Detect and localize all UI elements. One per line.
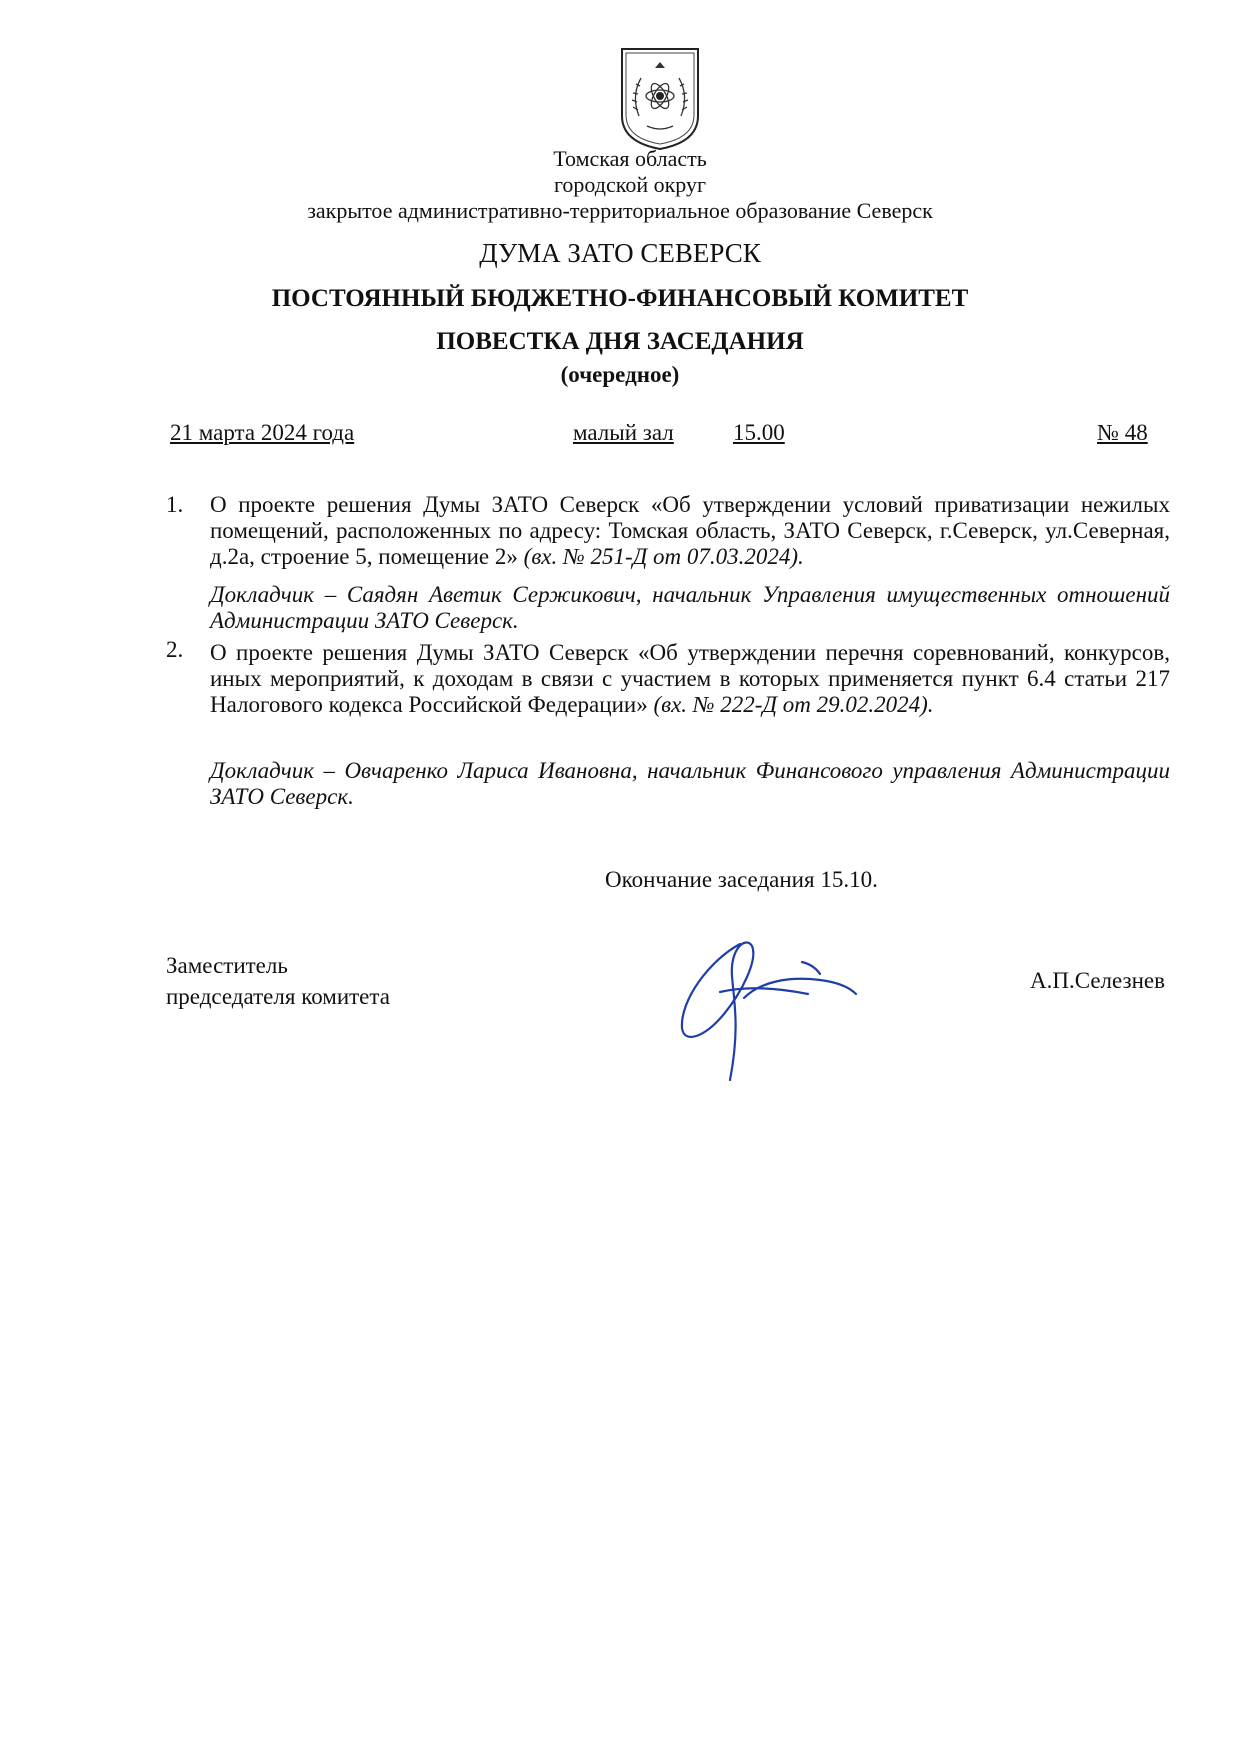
entity-line: закрытое административно-территориальное образование Северск bbox=[307, 198, 933, 223]
district-line: городской округ bbox=[553, 172, 707, 197]
agenda-item-reference: (вх. № 251-Д от 07.03.2024). bbox=[523, 544, 804, 569]
signatory-title bbox=[166, 950, 390, 1012]
closing-note: Окончание заседания 15.10. bbox=[605, 867, 878, 892]
signatory-title-line: Заместитель bbox=[166, 953, 288, 978]
handwritten-signature bbox=[670, 920, 870, 1090]
signature-stroke bbox=[682, 943, 753, 1080]
meeting-date: 21 марта 2024 года bbox=[170, 420, 355, 445]
agenda-item-text bbox=[210, 492, 1170, 570]
agenda-item-reference: (вх. № 222-Д от 29.02.2024). bbox=[653, 692, 934, 717]
agenda-number: № 48 bbox=[1097, 420, 1148, 445]
issuer-header bbox=[0, 146, 1240, 224]
agenda-item-speaker: Докладчик – Саядян Аветик Сержикович, начальник Управления имущественных отношений Администрации ЗАТО Северск. bbox=[210, 582, 1170, 633]
agenda-item-text bbox=[210, 640, 1170, 718]
agenda-item-speaker: Докладчик – Овчаренко Лариса Ивановна, начальник Финансового управления Администрации ЗАТО Северск. bbox=[210, 758, 1170, 809]
region-line: Томская область bbox=[553, 146, 707, 171]
committee-name: ПОСТОЯННЫЙ БЮДЖЕТНО-ФИНАНСОВЫЙ КОМИТЕТ bbox=[271, 285, 969, 312]
council-name: ДУМА ЗАТО СЕВЕРСК bbox=[479, 238, 761, 268]
agenda-item-number: 2. bbox=[166, 637, 184, 662]
signature-stroke bbox=[802, 962, 820, 974]
page-title: ПОВЕСТКА ДНЯ ЗАСЕДАНИЯ bbox=[436, 328, 804, 355]
agenda-item-number: 1. bbox=[166, 492, 184, 517]
meeting-room: малый зал bbox=[573, 420, 674, 445]
agenda-item-description: О проекте решения Думы ЗАТО Северск «Об утверждении перечня соревнований, конкурсов, иных мероприятий, к доходам в связи с участием в которых применяется пункт 6.4 статьи 217 Налогового кодекса Российской Федерации» bbox=[210, 640, 1170, 717]
signatory-title-line: председателя комитета bbox=[166, 984, 390, 1009]
page-subtitle: (очередное) bbox=[560, 362, 680, 387]
coat-of-arms-icon bbox=[617, 46, 703, 152]
signatory-name: А.П.Селезнев bbox=[1030, 968, 1165, 993]
meeting-time: 15.00 bbox=[733, 420, 785, 445]
agenda-item-description: О проекте решения Думы ЗАТО Северск «Об утверждении условий приватизации нежилых помещений, расположенных по адресу: Томская область, ЗАТО Северск, г.Северск, ул.Северная, д.2а, строение 5, помещение 2» bbox=[210, 492, 1170, 569]
